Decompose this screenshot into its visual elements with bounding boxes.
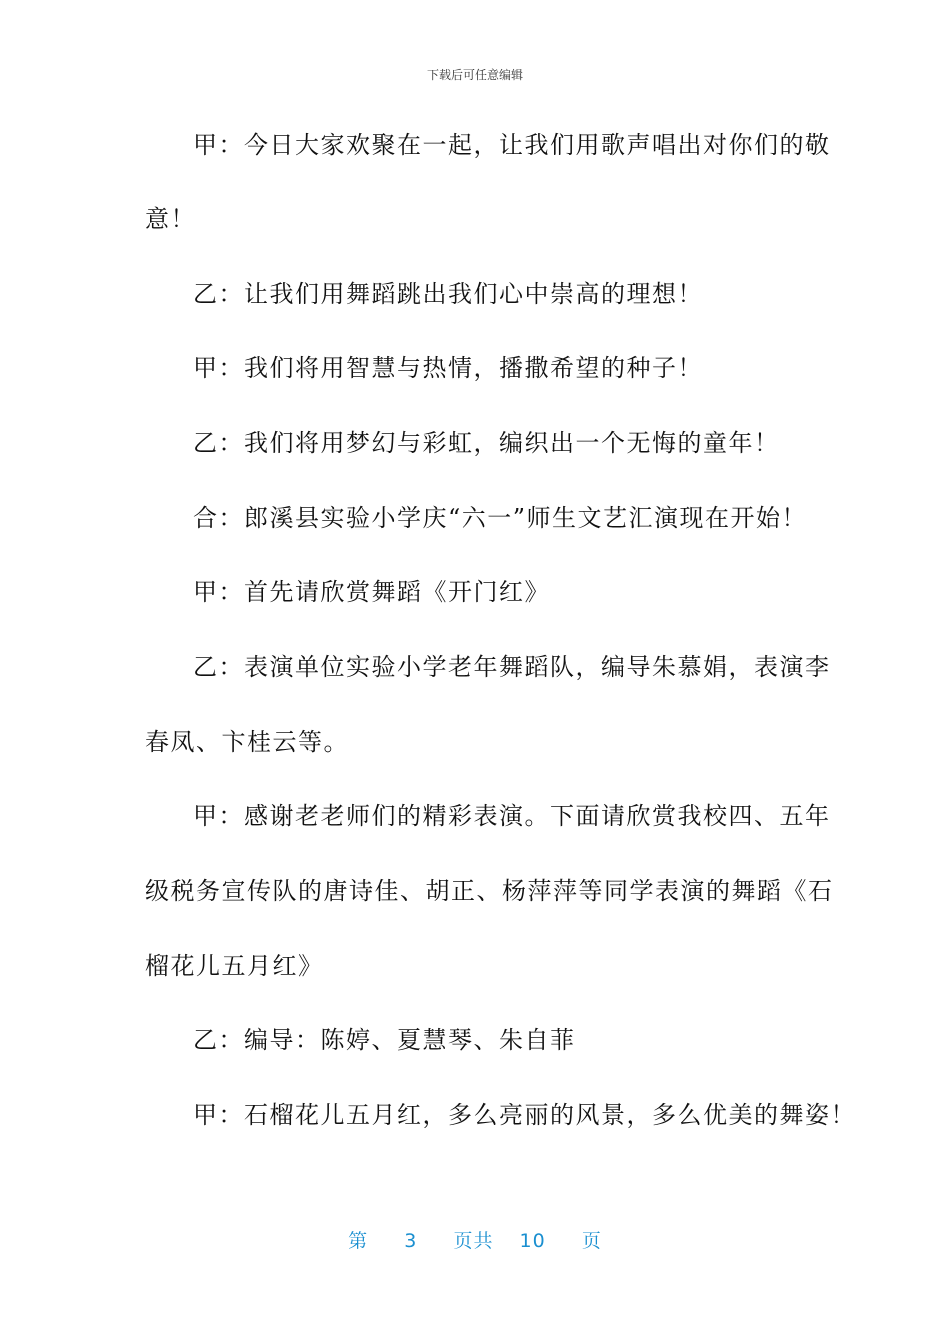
total-pages: 10 [519,1230,546,1252]
text-line: 级税务宣传队的唐诗佳、胡正、杨萍萍等同学表演的舞蹈《石 [145,877,834,905]
footer-prefix: 第 [348,1230,369,1252]
text-line: 意！ [145,205,196,233]
text-line: 春凤、卞桂云等。 [145,728,349,756]
text-line: 乙：表演单位实验小学老年舞蹈队，编导朱慕娟，表演李 [193,653,831,681]
text-line: 乙：让我们用舞蹈跳出我们心中崇高的理想！ [193,280,703,308]
text-line: 甲：我们将用智慧与热情，播撒希望的种子！ [193,354,703,382]
header-note: 下载后可任意编辑 [426,68,523,82]
footer-suffix: 页 [581,1230,602,1252]
text-line: 乙：我们将用梦幻与彩虹，编织出一个无悔的童年！ [193,429,780,457]
page-footer [0,1226,950,1253]
text-line: 甲：感谢老老师们的精彩表演。下面请欣赏我校四、五年 [193,802,831,830]
text-line: 甲：首先请欣赏舞蹈《开门红》 [193,578,550,606]
text-line: 合：郎溪县实验小学庆“六一”师生文艺汇演现在开始！ [193,504,808,532]
text-line: 乙：编导：陈婷、夏慧琴、朱自菲 [193,1026,576,1054]
text-line: 甲：今日大家欢聚在一起，让我们用歌声唱出对你们的敬 [193,131,831,159]
footer-middle: 页共 [453,1230,494,1252]
text-line: 榴花儿五月红》 [145,952,324,980]
text-line: 甲：石榴花儿五月红，多么亮丽的风景，多么优美的舞姿！ [193,1101,856,1129]
page-number: 3 [404,1230,418,1252]
